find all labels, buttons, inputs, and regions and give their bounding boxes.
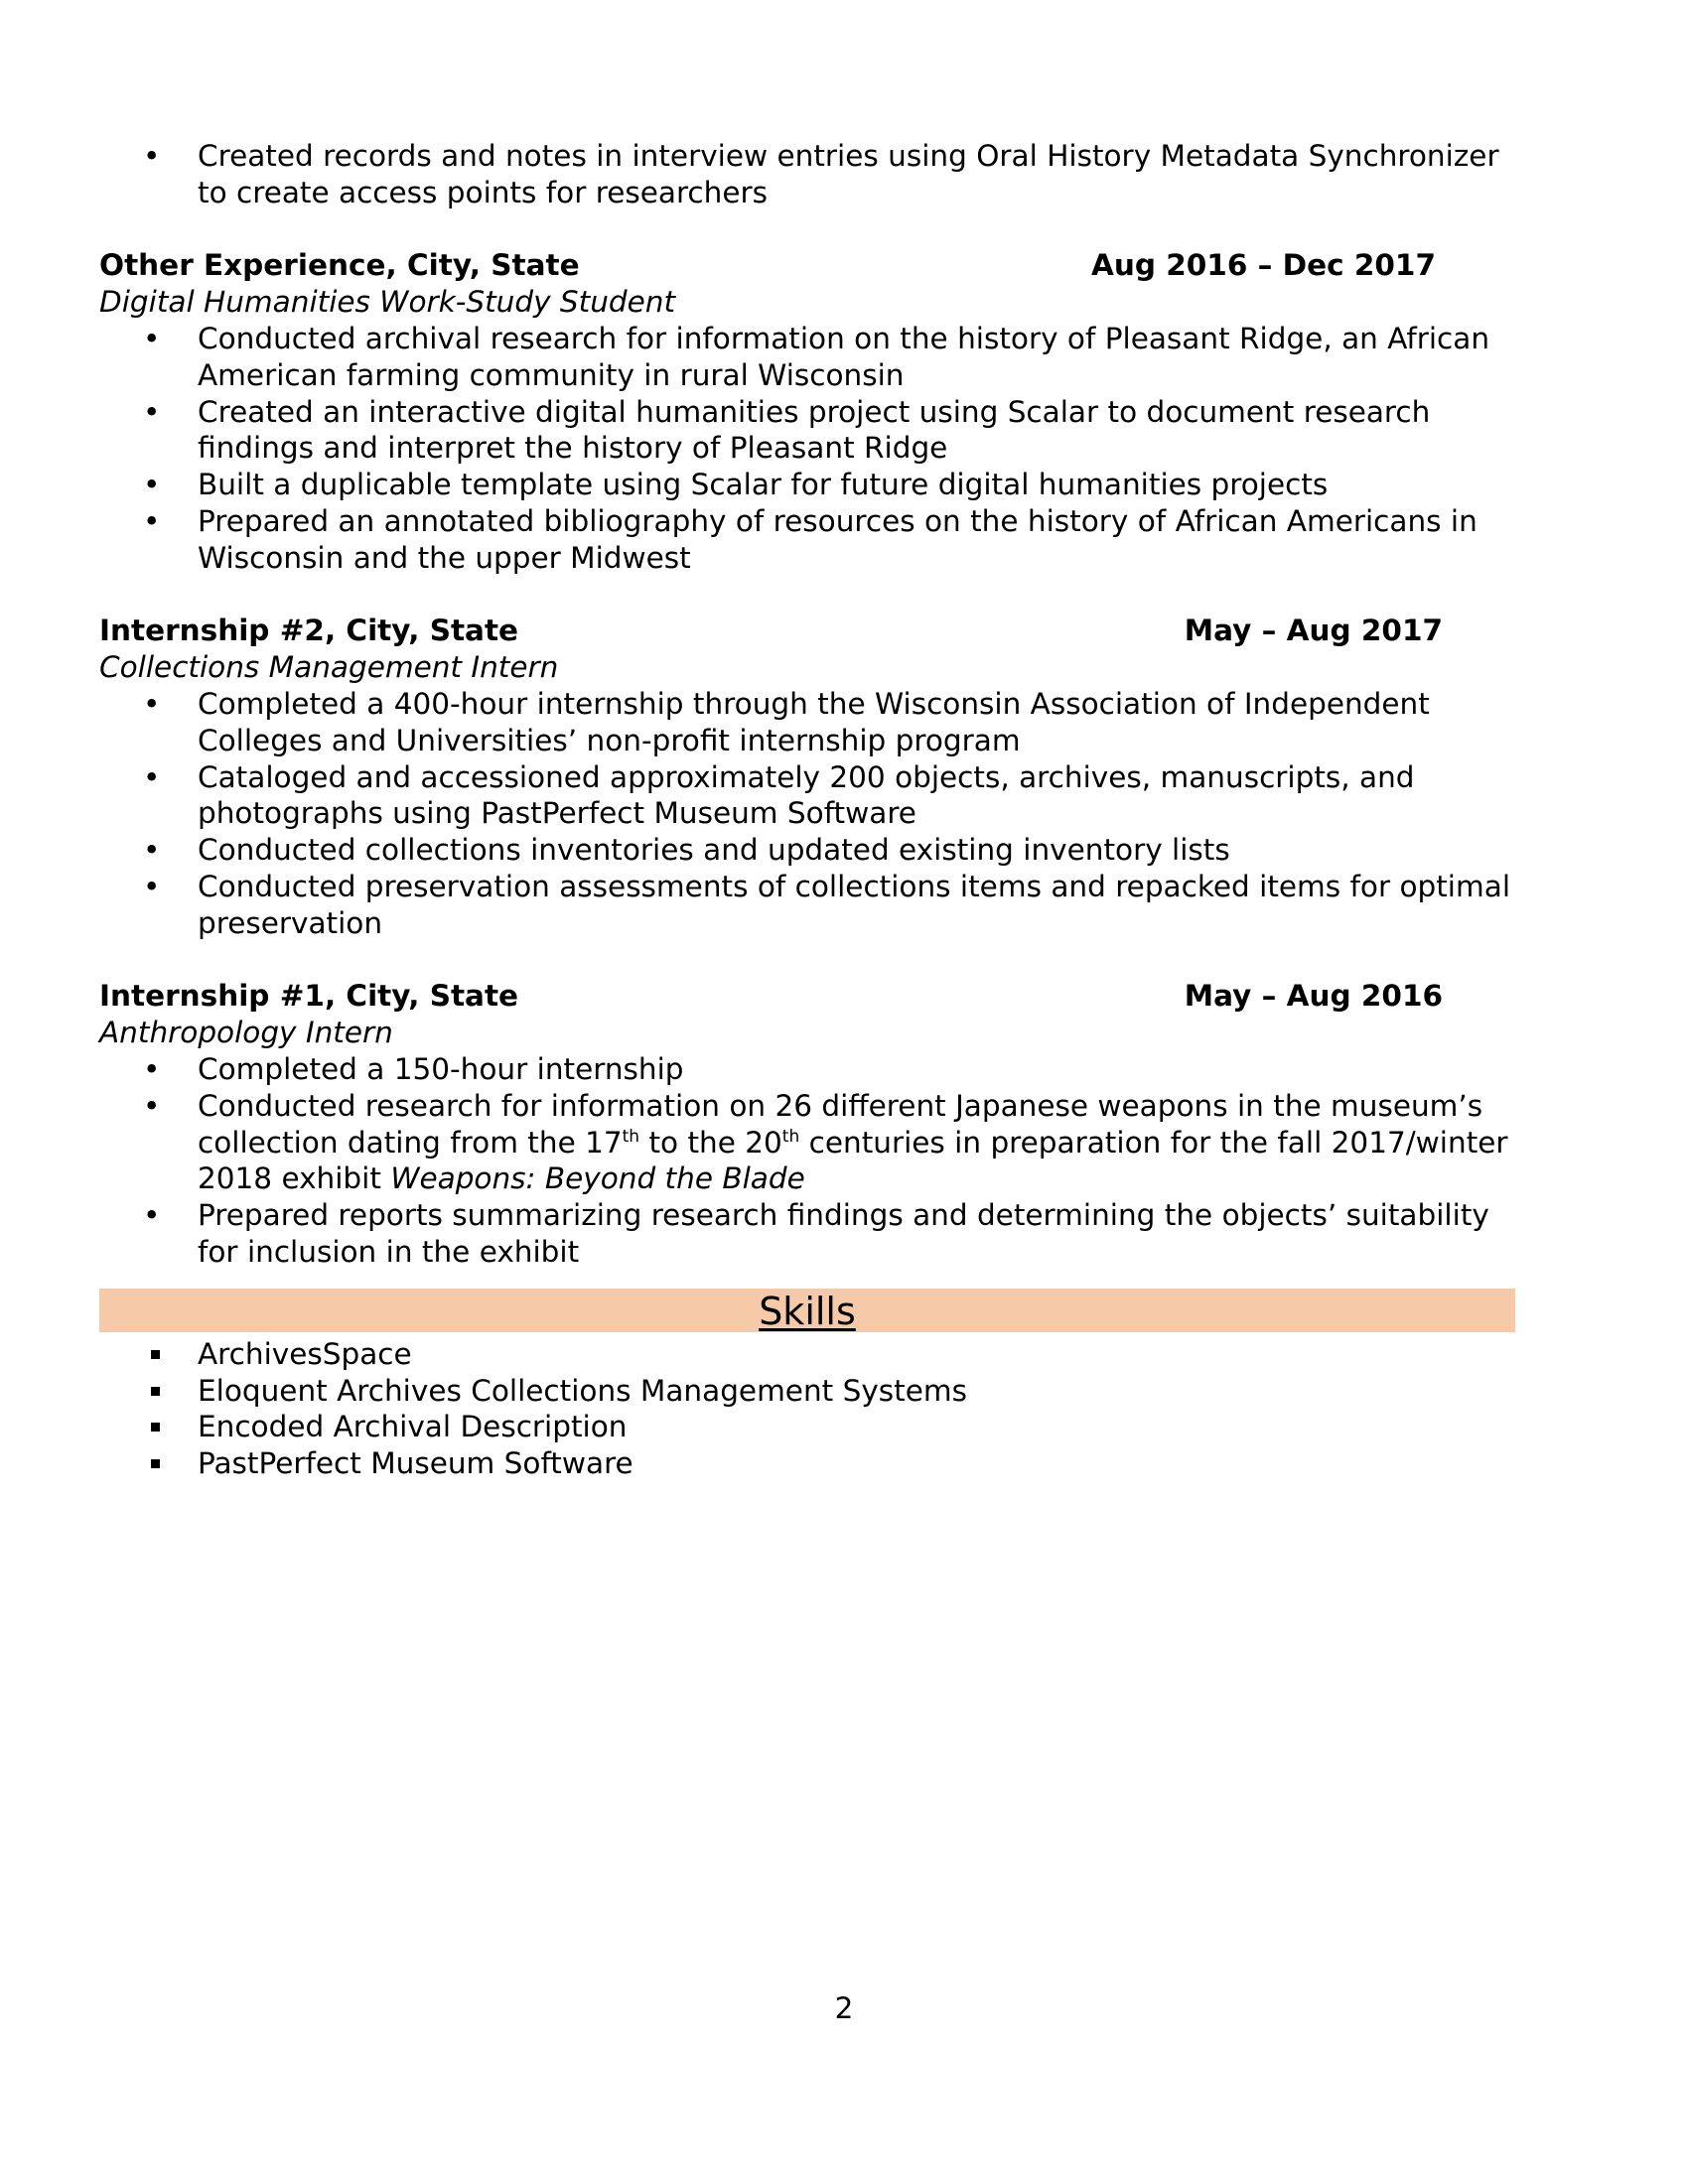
square-bullet-icon [151, 1350, 160, 1359]
bullet-item [99, 832, 1515, 869]
entry-heading: Internship #1, City, State [99, 979, 519, 1014]
bullet-text: to the 20 [639, 1125, 782, 1160]
skill-item [99, 1373, 1515, 1410]
bullet-icon: • [143, 759, 161, 794]
square-bullet-icon [151, 1459, 160, 1468]
skill-text: PastPerfect Museum Software [198, 1446, 633, 1481]
skills-header-band [99, 1289, 1515, 1332]
entry-heading-row [99, 613, 1515, 649]
bullet-text: Completed a 400-hour internship through the Wisconsin Association of Independent Colleges and Universities’ non-profit internship program [198, 686, 1430, 757]
intro-bullet-list [99, 138, 1515, 211]
skill-text: Encoded Archival Description [198, 1410, 628, 1444]
page-number: 2 [834, 1991, 854, 2025]
experience-entry [99, 613, 1515, 941]
bullet-item [99, 503, 1515, 577]
skill-text: ArchivesSpace [198, 1336, 412, 1371]
bullet-item [99, 138, 1515, 211]
bullet-text: Created an interactive digital humanities project using Scalar to document research findings and interpret the history of Pleasant Ridge [198, 394, 1431, 466]
bullet-text: Built a duplicable template using Scalar for future digital humanities projects [198, 468, 1329, 502]
entry-dates: May – Aug 2016 [1184, 979, 1443, 1014]
bullet-icon: • [143, 869, 161, 903]
bullet-text: Prepared reports summarizing research findings and determining the objects’ suitability for inclusion in the exhibit [198, 1198, 1489, 1269]
bullet-item [99, 321, 1515, 394]
entry-heading-row [99, 978, 1515, 1015]
entry-role: Collections Management Intern [99, 650, 559, 685]
bullet-item [99, 394, 1515, 468]
bullet-icon: • [143, 1088, 161, 1123]
bullet-icon: • [143, 139, 161, 173]
bullet-text: Created records and notes in interview entries using Oral History Metadata Synchronizer to create access points for researchers [198, 139, 1499, 209]
bullet-icon: • [143, 1198, 161, 1233]
bullet-item [99, 1051, 1515, 1088]
bullet-text: Completed a 150-hour internship [198, 1051, 684, 1086]
spacer [99, 211, 1515, 248]
entry-bullets [99, 686, 1515, 942]
bullet-text: Prepared an annotated bibliography of resources on the history of African Americans in Wisconsin and the upper Midwest [198, 503, 1477, 575]
experience-section [99, 211, 1515, 1271]
bullet-icon: • [143, 321, 161, 355]
resume-page [99, 138, 1515, 1482]
bullet-item [99, 759, 1515, 833]
bullet-icon: • [143, 468, 161, 502]
entry-role: Digital Humanities Work-Study Student [99, 285, 676, 320]
bullet-icon: • [143, 686, 161, 721]
spacer [99, 577, 1515, 614]
skill-item [99, 1409, 1515, 1445]
bullet-icon: • [143, 503, 161, 538]
entry-bullets [99, 321, 1515, 577]
bullet-item [99, 1197, 1515, 1271]
bullet-item [99, 686, 1515, 759]
entry-heading: Internship #2, City, State [99, 614, 519, 648]
bullet-item [99, 1088, 1515, 1197]
entry-dates: Aug 2016 – Dec 2017 [1091, 248, 1436, 283]
bullet-item [99, 869, 1515, 942]
bullet-text: Conducted collections inventories and updated existing inventory lists [198, 833, 1230, 868]
bullet-icon: • [143, 394, 161, 429]
skills-list [99, 1336, 1515, 1482]
square-bullet-icon [151, 1423, 160, 1432]
bullet-text: Conducted research for information on 26 different Japanese weapons in the museum’s collection dating from the 17 [198, 1088, 1483, 1160]
entry-role: Anthropology Intern [99, 1016, 393, 1050]
experience-entry [99, 247, 1515, 576]
skill-text: Eloquent Archives Collections Management Systems [198, 1373, 967, 1408]
square-bullet-icon [151, 1387, 160, 1396]
entry-heading: Other Experience, City, State [99, 248, 580, 283]
entry-heading-row [99, 247, 1515, 284]
experience-entry [99, 978, 1515, 1270]
exhibit-title: Weapons: Beyond the Blade [390, 1161, 805, 1196]
superscript: th [622, 1126, 640, 1147]
bullet-text: Conducted archival research for information on the history of Pleasant Ridge, an African American farming community in rural Wisconsin [198, 321, 1490, 392]
skill-item [99, 1445, 1515, 1482]
bullet-text: Cataloged and accessioned approximately 200 objects, archives, manuscripts, and photographs using PastPerfect Museum Software [198, 759, 1415, 831]
entry-dates: May – Aug 2017 [1184, 614, 1443, 648]
bullet-icon: • [143, 833, 161, 868]
entry-bullets [99, 1051, 1515, 1271]
bullet-text: centuries in preparation for the fall 2017/winter 2018 exhibit [198, 1125, 1508, 1196]
spacer [99, 942, 1515, 979]
bullet-icon: • [143, 1051, 161, 1086]
superscript: th [781, 1126, 800, 1147]
skill-item [99, 1336, 1515, 1373]
bullet-item [99, 467, 1515, 503]
bullet-text: Conducted preservation assessments of collections items and repacked items for optimal preservation [198, 869, 1511, 940]
skills-title: Skills [759, 1289, 856, 1333]
